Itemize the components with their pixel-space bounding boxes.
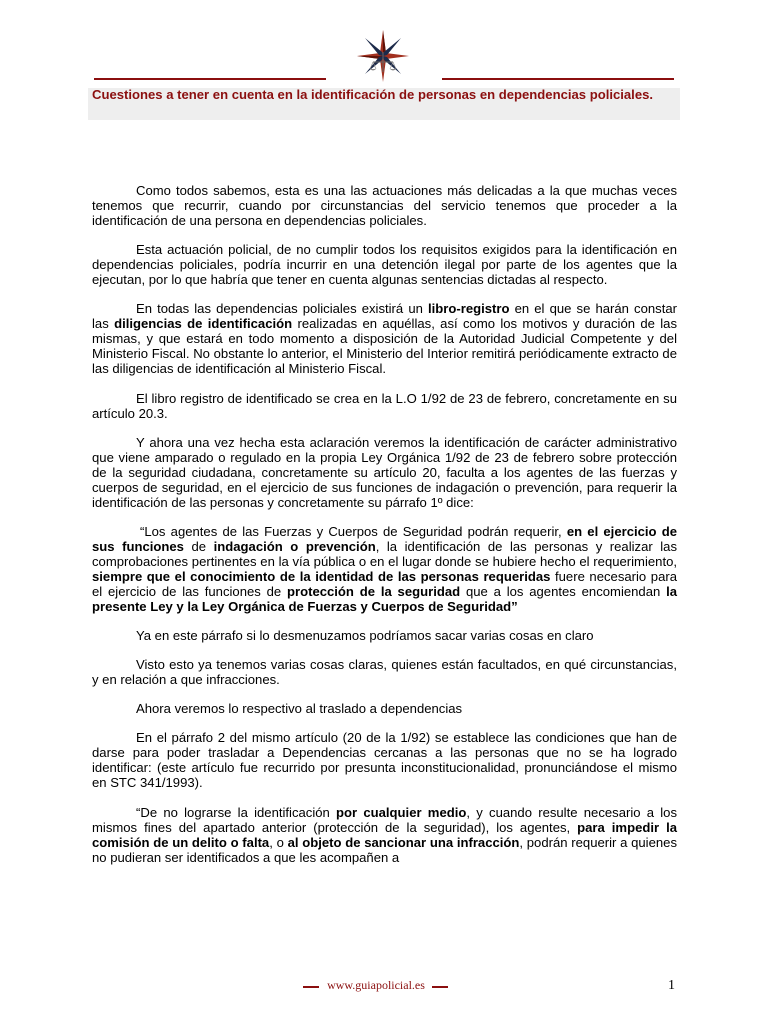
footer-dash-right	[432, 986, 448, 988]
header-rule-right	[442, 78, 674, 80]
paragraph-quote-articulo: “Los agentes de las Fuerzas y Cuerpos de Seguridad podrán requerir, en el ejercicio de sus funciones de indagación o prevención, la identificación de las personas y realizar las comprobaciones pertinentes en la vía pública o en el lugar donde se hubiere hecho el requerimiento, siempre que el conocimiento de la identidad de las personas requeridas fuere necesario para el ejercicio de las funciones de protección de la seguridad que a los agentes encomiendan la presente Ley y la Ley Orgánica de Fuerzas y Cuerpos de Seguridad”	[92, 523, 678, 615]
compass-rose-scales-icon	[355, 28, 411, 84]
paragraph-parrafo-2: En el párrafo 2 del mismo artículo (20 de la 1/92) se establece las condiciones que han de darse para poder trasladar a Dependencias cercanas a las personas que no se ha logrado identificar: (este artículo fue recurrido por presunta inconstitucionalidad, pronunciándose el mismo en STC 341/1993).	[92, 730, 677, 791]
footer-website-link[interactable]: www.guiapolicial.es	[327, 978, 425, 992]
page-footer	[0, 978, 768, 998]
paragraph-traslado: Ahora veremos lo respectivo al traslado a dependencias	[136, 701, 463, 717]
paragraph-desmenuzamos: Ya en este párrafo si lo desmenuzamos podríamos sacar varias cosas en claro	[136, 628, 594, 644]
page-number: 1	[668, 978, 675, 993]
header-rule-left	[94, 78, 326, 80]
document-body	[92, 183, 677, 879]
paragraph-quote-identificacion: “De no lograrse la identificación por cualquier medio, y cuando resulte necesario a los mismos fines del apartado anterior (protección de la seguridad), los agentes, para impedir la comisión de un delito o falta, o al objeto de sancionar una infracción, podrán requerir a quienes no pudieran ser identificados a que les acompañen a	[92, 804, 678, 865]
paragraph-lo-1-92: El libro registro de identificado se crea en la L.O 1/92 de 23 de febrero, concretamente en su artículo 20.3.	[92, 390, 677, 421]
paragraph-cosas-claras: Visto esto ya tenemos varias cosas claras, quienes están facultados, en qué circunstancias, y en relación a que infracciones.	[92, 657, 677, 688]
paragraph-libro-registro: En todas las dependencias policiales existirá un libro-registro en el que se harán constar las diligencias de identificación realizadas en aquéllas, así como los motivos y duración de las mismas, y que estará en todo momento a disposición de la Autoridad Judicial Competente y del Ministerio Fiscal. No obstante lo anterior, el Ministerio del Interior remitirá periódicamente extracto de las diligencias de identificación al Ministerio Fiscal.	[92, 301, 677, 377]
paragraph-detencion-ilegal: Esta actuación policial, de no cumplir todos los requisitos exigidos para la identificación en dependencias policiales, podría incurrir en una detención ilegal por parte de los agentes que la ejecutan, por lo que habría que tener en cuenta algunas sentencias dictadas al respecto.	[92, 242, 677, 288]
paragraph-articulo-20: Y ahora una vez hecha esta aclaración veremos la identificación de carácter administrativo que viene amparado o regulado en la propia Ley Orgánica 1/92 de 23 de febrero sobre protección de la seguridad ciudadana, concretamente su artículo 20, faculta a los agentes de las fuerzas y cuerpos de seguridad, en el ejercicio de sus funciones de indagación o prevención, para requerir la identificación de las personas y concretamente su párrafo 1º dice:	[92, 434, 677, 510]
document-title: Cuestiones a tener en cuenta en la identificación de personas en dependencias policiales.	[92, 87, 654, 102]
paragraph-intro: Como todos sabemos, esta es una las actuaciones más delicadas a la que muchas veces tenemos que recurrir, cuando por circunstancias del servicio tenemos que proceder a la identificación de una persona en dependencias policiales.	[92, 183, 677, 229]
footer-dash-left	[303, 986, 319, 988]
